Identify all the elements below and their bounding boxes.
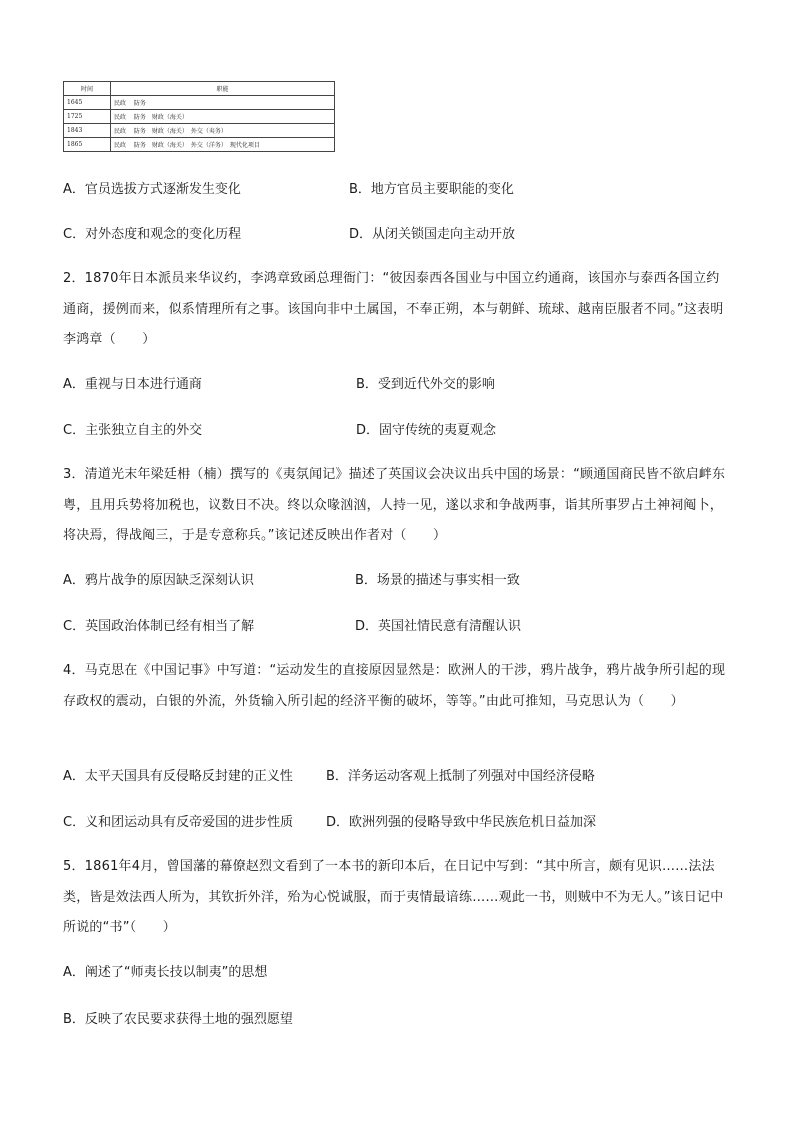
table-header-duties: 职能 — [111, 82, 335, 96]
q3-option-a: A．鸦片战争的原因缺乏深刻认识 — [63, 573, 254, 588]
table-cell-year: 1843 — [64, 124, 111, 138]
q3-stem: 3．清道光末年梁廷枏（楠）撰写的《夷氛闻记》描述了英国议会决议出兵中国的场景：“顾通国商民皆不欲启衅东粤，且用兵势将加税也，议数日不决。终以众喙汹汹，人持一见，遂以求和争战两事，诣其所事罗占土神祠阄卜，将决焉，得战阄三，于是专意称兵。”该记述反映出作者对（ ） — [63, 467, 726, 543]
q2-option-a: A．重视与日本进行通商 — [63, 377, 202, 392]
q1-option-b: B．地方官员主要职能的变化 — [349, 182, 514, 197]
table-cell-year: 1645 — [64, 96, 111, 110]
table-header-time: 时间 — [64, 82, 111, 96]
q4-option-d: D．欧洲列强的侵略导致中华民族危机日益加深 — [326, 815, 597, 830]
q1-option-a: A．官员选拔方式逐渐发生变化 — [63, 182, 241, 197]
table-cell-year: 1865 — [64, 138, 111, 152]
duties-table — [63, 81, 335, 152]
table-row — [64, 138, 335, 152]
q5-stem: 5．1861年4月，曾国藩的幕僚赵烈文看到了一本书的新印本后，在日记中写到：“其中所言，颇有见识……法法类，皆是效法西人所为，其钦折外洋，殆为心悦诚服，而于夷情最谙练……观此一书，则贼中不为无人。”该日记中所说的“书”（ ） — [63, 859, 724, 935]
table-header-row — [64, 82, 335, 96]
q2-option-d: D．固守传统的夷夏观念 — [356, 423, 497, 438]
q1-option-c: C．对外态度和观念的变化历程 — [63, 227, 242, 242]
table-row — [64, 96, 335, 110]
q4-stem: 4．马克思在《中国记事》中写道：“运动发生的直接原因显然是：欧洲人的干涉，鸦片战争，鸦片战争所引起的现存政权的震动，白银的外流，外货输入所引起的经济平衡的破坏，等等。”由此可推知，马克思认为（ ） — [63, 663, 726, 709]
q4-option-b: B．洋务运动客观上抵制了列强对中国经济侵略 — [326, 769, 595, 784]
q3-option-c: C．英国政治体制已经有相当了解 — [63, 619, 255, 634]
q4-option-c: C．义和团运动具有反帝爱国的进步性质 — [63, 815, 294, 830]
table-cell-duties: 民政 防务 财政（海关） 外交（洋务） 现代化项目 — [111, 138, 335, 152]
q2-stem: 2．1870年日本派员来华议约，李鸿章致函总理衙门：“彼因泰西各国业与中国立约通商，该国亦与泰西各国立约通商，援例而来，似系情理所有之事。该国向非中土属国，不奉正朔，本与朝鲜、琉球、越南臣服者不同。”这表明李鸿章（ ） — [63, 271, 724, 347]
q3-option-d: D．英国社情民意有清醒认识 — [355, 619, 522, 634]
q2-option-b: B．受到近代外交的影响 — [356, 377, 495, 392]
table-row — [64, 110, 335, 124]
q2-option-c: C．主张独立自主的外交 — [63, 423, 203, 438]
table-cell-year: 1725 — [64, 110, 111, 124]
q1-option-d: D．从闭关锁国走向主动开放 — [349, 227, 516, 242]
table-cell-duties: 民政 防务 — [111, 96, 335, 110]
q5-option-a: A．阐述了“师夷长技以制夷”的思想 — [63, 965, 268, 980]
q4-option-a: A．太平天国具有反侵略反封建的正义性 — [63, 769, 293, 784]
table-cell-duties: 民政 防务 财政（海关） — [111, 110, 335, 124]
q3-option-b: B．场景的描述与事实相一致 — [355, 573, 520, 588]
table-row — [64, 124, 335, 138]
q5-option-b: B．反映了农民要求获得土地的强烈愿望 — [63, 1012, 293, 1027]
table-cell-duties: 民政 防务 财政（海关） 外交（夷务） — [111, 124, 335, 138]
